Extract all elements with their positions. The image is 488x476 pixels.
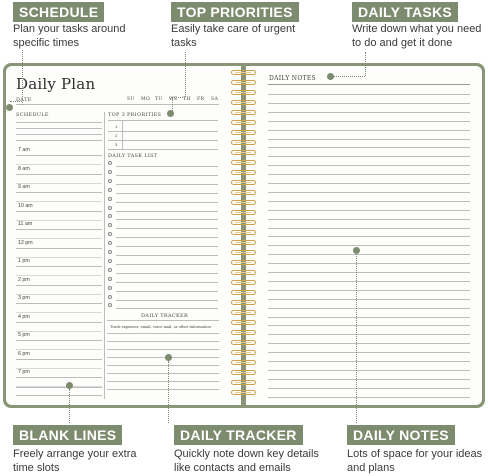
notes-line — [268, 343, 470, 344]
schedule-description: Plan your tasks around specific times — [13, 23, 126, 49]
task-checkbox — [108, 250, 112, 254]
weekday-label: MO — [141, 97, 151, 102]
spiral-ring — [231, 180, 256, 185]
task-line — [116, 202, 218, 203]
priority-number: 1 — [115, 124, 118, 129]
notes-line — [268, 325, 470, 326]
notes-line — [268, 210, 470, 211]
task-list-label: DAILY TASK LIST — [108, 153, 158, 159]
notes-line — [268, 139, 470, 140]
spiral-ring — [231, 100, 256, 105]
spiral-ring — [231, 70, 256, 75]
notes-line — [268, 112, 470, 113]
notes-line — [268, 219, 470, 220]
notes-line — [268, 94, 470, 95]
spiral-ring — [231, 300, 256, 305]
spiral-ring — [231, 130, 256, 135]
notes-line — [268, 397, 470, 398]
priority-number-divider — [122, 120, 123, 150]
daily-tracker-marker — [165, 354, 172, 361]
tracker-line — [107, 320, 219, 321]
daily-tasks-marker — [327, 73, 334, 80]
daily-notes-badge: DAILY NOTES — [347, 425, 455, 445]
time-label: 4 pm — [18, 313, 30, 320]
task-checkbox — [108, 206, 112, 210]
priorities-marker — [167, 110, 174, 117]
weekday-label: TU — [155, 97, 163, 102]
tracker-line — [107, 365, 219, 366]
notes-line — [268, 370, 470, 371]
task-checkbox — [108, 268, 112, 272]
tracker-line — [107, 341, 219, 342]
spiral-ring — [231, 80, 256, 85]
daily-notes-leader — [356, 254, 357, 423]
time-label: 12 pm — [18, 239, 33, 246]
blank-lines-badge: BLANK LINES — [13, 425, 122, 445]
tracker-line — [107, 333, 219, 334]
task-line — [116, 228, 218, 229]
task-checkbox — [108, 197, 112, 201]
task-line — [116, 291, 218, 292]
notes-line — [268, 103, 470, 104]
top-priorities-badge: TOP PRIORITIES — [171, 2, 299, 22]
time-label: 2 pm — [18, 276, 30, 283]
priorities-leader-h — [172, 97, 185, 98]
time-label: 3 pm — [18, 295, 30, 301]
spiral-ring — [231, 200, 256, 205]
spiral-ring — [231, 330, 256, 335]
spiral-ring — [231, 210, 256, 215]
time-label: 7 pm — [18, 369, 30, 375]
tracker-line — [107, 349, 219, 350]
schedule-line — [16, 122, 102, 123]
spiral-ring — [231, 270, 256, 275]
schedule-badge: SCHEDULE — [13, 2, 104, 22]
time-label: 5 pm — [18, 332, 30, 338]
notes-line — [268, 165, 470, 166]
task-checkbox — [108, 259, 112, 263]
daily-notes-marker — [353, 247, 360, 254]
schedule-label: SCHEDULE — [16, 112, 49, 118]
task-checkbox — [108, 295, 112, 299]
schedule-line — [16, 140, 102, 141]
time-label: 11 am — [18, 221, 33, 227]
notes-label: DAILY NOTES — [269, 75, 316, 82]
task-line — [116, 166, 218, 167]
spiral-ring — [231, 230, 256, 235]
schedule-leader-h — [10, 101, 22, 102]
spiral-ring — [231, 390, 256, 395]
spiral-ring — [231, 380, 256, 385]
daily-tasks-badge: DAILY TASKS — [352, 2, 458, 22]
spiral-ring — [231, 310, 256, 315]
task-line — [116, 219, 218, 220]
notes-line — [268, 147, 470, 148]
date-label: DATE — [16, 97, 32, 103]
priority-number: 2 — [115, 133, 118, 138]
priorities-leader — [185, 52, 186, 97]
spiral-ring — [231, 140, 256, 145]
spiral-ring — [231, 280, 256, 285]
notes-line — [268, 388, 470, 389]
spiral-ring — [231, 320, 256, 325]
weekday-label: SA — [211, 97, 219, 102]
time-label: 7 am — [18, 147, 30, 153]
task-line — [116, 193, 218, 194]
task-line — [116, 237, 218, 238]
spiral-ring — [231, 240, 256, 245]
blank-lines-description: Freely arrange your extra time slots — [13, 448, 137, 474]
time-label: 9 am — [18, 184, 30, 190]
spiral-ring — [231, 170, 256, 175]
schedule-line — [16, 359, 102, 360]
notes-line — [268, 334, 470, 335]
schedule-marker — [6, 104, 13, 111]
spiral-ring — [231, 260, 256, 265]
spiral-ring — [231, 290, 256, 295]
task-checkbox — [108, 188, 112, 192]
notes-line — [268, 156, 470, 157]
schedule-line — [16, 211, 102, 212]
task-line — [116, 273, 218, 274]
task-line — [116, 175, 218, 176]
notes-line — [268, 317, 470, 318]
priority-line — [108, 120, 218, 121]
tracker-hint: Track expenses, email, voice mail, or other information — [110, 325, 211, 329]
schedule-line — [16, 134, 102, 135]
spiral-ring — [231, 370, 256, 375]
notes-line — [268, 254, 470, 255]
tracker-line — [107, 389, 219, 390]
schedule-line — [16, 128, 102, 129]
tracker-line — [107, 373, 219, 374]
spiral-ring — [231, 120, 256, 125]
date-underline — [16, 104, 219, 105]
notes-line — [268, 272, 470, 273]
schedule-line — [16, 155, 102, 156]
time-label: 8 am — [18, 165, 30, 172]
schedule-line — [16, 395, 102, 396]
notes-line — [268, 245, 470, 246]
task-checkbox — [108, 170, 112, 174]
time-label: 10 am — [18, 202, 33, 209]
spiral-ring — [231, 160, 256, 165]
time-label: 6 pm — [18, 350, 30, 357]
spiral-ring — [231, 90, 256, 95]
page-title: Daily Plan — [16, 75, 96, 93]
notes-line — [268, 263, 470, 264]
schedule-line — [16, 229, 102, 230]
schedule-line — [16, 248, 102, 249]
top-priorities-description: Easily take care of urgent tasks — [171, 23, 296, 49]
priority-line — [108, 140, 218, 141]
task-checkbox — [108, 161, 112, 165]
spiral-ring — [231, 190, 256, 195]
schedule-leader — [22, 50, 23, 105]
notes-line — [268, 201, 470, 202]
spiral-ring — [231, 110, 256, 115]
weekday-label: TH — [183, 97, 191, 102]
task-line — [116, 282, 218, 283]
task-checkbox — [108, 277, 112, 281]
weekday-label: FR — [197, 97, 205, 102]
schedule-line — [16, 387, 102, 388]
spiral-ring — [231, 350, 256, 355]
blank-lines-leader — [69, 389, 70, 423]
column-divider — [104, 112, 105, 399]
priority-line — [108, 131, 218, 132]
notes-line — [268, 174, 470, 175]
notes-line — [268, 299, 470, 300]
spiral-ring — [231, 220, 256, 225]
schedule-line — [16, 377, 102, 378]
notes-line — [268, 121, 470, 122]
schedule-line — [16, 285, 102, 286]
schedule-line — [16, 266, 102, 267]
task-line — [116, 184, 218, 185]
notes-line — [268, 236, 470, 237]
schedule-line — [16, 174, 102, 175]
tracker-line — [107, 357, 219, 358]
daily-tracker-leader — [168, 361, 169, 423]
spiral-ring — [231, 250, 256, 255]
notes-line — [268, 183, 470, 184]
spiral-ring — [231, 340, 256, 345]
notes-line — [268, 379, 470, 380]
spiral-ring — [231, 150, 256, 155]
notes-line — [268, 130, 470, 131]
notes-line — [268, 361, 470, 362]
daily-notes-description: Lots of space for your ideas and plans — [347, 448, 483, 474]
task-checkbox — [108, 286, 112, 290]
daily-tasks-leader-h — [333, 76, 365, 77]
task-line — [116, 264, 218, 265]
priority-line — [108, 149, 218, 150]
task-line — [116, 255, 218, 256]
priority-number: 3 — [115, 142, 118, 147]
daily-tasks-description: Write down what you need to do and get it done — [352, 23, 482, 49]
priorities-leader-b — [172, 97, 173, 111]
notes-line — [268, 228, 470, 229]
daily-tracker-badge: DAILY TRACKER — [174, 425, 303, 445]
daily-tasks-leader — [365, 52, 366, 76]
priorities-label: TOP 3 PRIORITIES — [108, 112, 162, 118]
notes-line — [268, 192, 470, 193]
notes-line — [268, 84, 470, 85]
daily-tracker-description: Quickly note down key details like contacts and emails — [174, 448, 319, 474]
blank-lines-marker — [66, 382, 73, 389]
schedule-line — [16, 340, 102, 341]
task-line — [116, 300, 218, 301]
tracker-label: DAILY TRACKER — [141, 313, 189, 319]
schedule-line — [16, 322, 102, 323]
notes-line — [268, 352, 470, 353]
notes-line — [268, 308, 470, 309]
task-line — [116, 308, 218, 309]
spiral-ring — [231, 360, 256, 365]
weekday-label: SU — [127, 97, 135, 102]
notes-line — [268, 290, 470, 291]
schedule-line — [16, 303, 102, 304]
task-checkbox — [108, 179, 112, 183]
weekday-label: WE — [169, 97, 178, 102]
notes-line — [268, 281, 470, 282]
task-line — [116, 246, 218, 247]
task-line — [116, 211, 218, 212]
tracker-line — [107, 381, 219, 382]
time-label: 1 pm — [18, 258, 30, 264]
schedule-line — [16, 192, 102, 193]
